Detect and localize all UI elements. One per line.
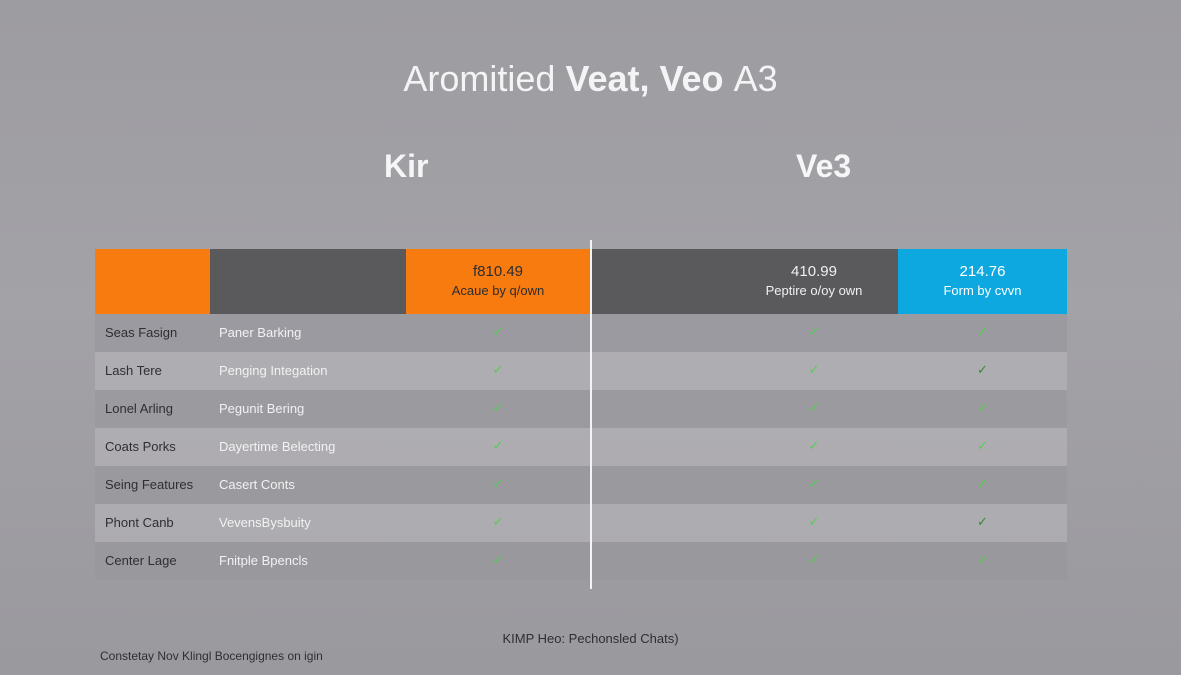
row-feature: VevensBysbuity (219, 515, 311, 530)
row-label: Center Lage (105, 553, 177, 568)
check-icon: ✓ (808, 476, 820, 491)
check-icon: ✓ (492, 438, 504, 453)
header-cell-1 (95, 249, 210, 314)
page-title (0, 58, 1181, 100)
column-divider (590, 240, 592, 589)
row-feature: Paner Barking (219, 325, 302, 340)
check-icon: ✓ (492, 476, 504, 491)
check-icon: ✓ (808, 438, 820, 453)
header-cell-3 (406, 249, 590, 314)
header-sub-5: Peptire o/oy own (765, 283, 863, 298)
header-value-5: 410.99 (791, 263, 837, 280)
table-row (95, 542, 1067, 580)
check-icon: ✓ (492, 514, 504, 529)
table-row (95, 428, 1067, 466)
header-sub-3: Acaue by q/own (451, 283, 545, 298)
check-icon: ✓ (977, 438, 988, 453)
row-feature: Fnitple Bpencls (219, 553, 308, 568)
check-icon: ✓ (977, 400, 988, 415)
row-feature: Dayertime Belecting (219, 439, 336, 454)
table-row (95, 390, 1067, 428)
check-icon: ✓ (808, 324, 820, 339)
check-icon: ✓ (977, 552, 988, 567)
row-label: Phont Canb (105, 515, 174, 530)
check-icon: ✓ (492, 324, 504, 339)
check-icon: ✓ (977, 476, 988, 491)
title-part-3: A3 (733, 58, 778, 99)
check-icon: ✓ (977, 514, 988, 529)
row-feature: Penging Integation (219, 363, 328, 378)
header-cell-4 (590, 249, 730, 314)
check-icon: ✓ (977, 362, 988, 377)
header-value-3: f810.49 (472, 263, 524, 280)
check-icon: ✓ (808, 514, 820, 529)
footer-text: Constetay Nov Klingl Bocengignes on igin (100, 649, 323, 663)
table-row (95, 352, 1067, 390)
header-value-6: 214.76 (959, 263, 1006, 280)
header-cell-5 (730, 249, 898, 314)
row-label: Coats Porks (105, 439, 176, 454)
right-column-heading: Ve3 (796, 148, 852, 184)
row-label: Lonel Arling (105, 401, 173, 416)
row-label: Seas Fasign (105, 325, 178, 340)
caption: KIMP Heo: Pechonsled Chats) (502, 631, 679, 646)
check-icon: ✓ (492, 552, 504, 567)
header-cell-6 (898, 249, 1067, 314)
check-icon: ✓ (492, 400, 504, 415)
title-part-2: Veat, Veo (565, 58, 734, 99)
check-icon: ✓ (808, 400, 820, 415)
row-feature: Pegunit Bering (219, 401, 305, 416)
header-sub-6: Form by cvvn (943, 283, 1022, 298)
table-row (95, 504, 1067, 542)
table-row (95, 466, 1067, 504)
row-label: Seing Features (105, 477, 194, 492)
check-icon: ✓ (492, 362, 504, 377)
title-part-1: Aromitied (403, 58, 566, 99)
table-row (95, 314, 1067, 352)
check-icon: ✓ (808, 552, 820, 567)
check-icon: ✓ (808, 362, 820, 377)
row-feature: Casert Conts (219, 477, 295, 492)
row-label: Lash Tere (105, 363, 162, 378)
header-cell-2 (210, 249, 406, 314)
check-icon: ✓ (977, 324, 988, 339)
left-column-heading: Kir (384, 148, 429, 184)
